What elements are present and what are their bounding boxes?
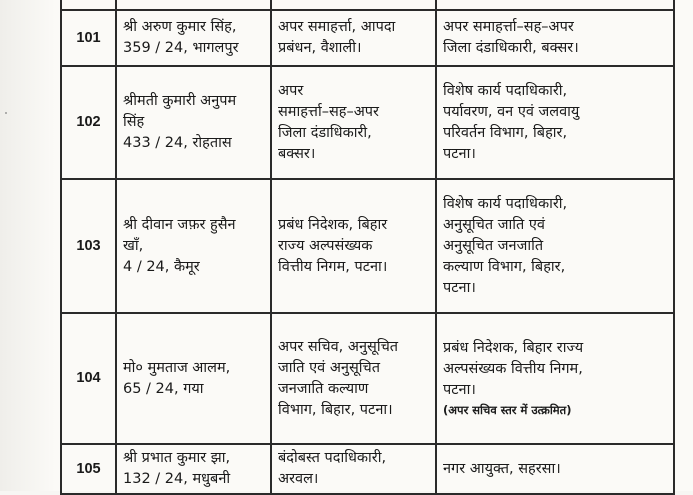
new-posting: विशेष कार्य पदाधिकारी, अनुसूचित जाति एवं अनुसूचित जनजाति कल्याण विभाग, बिहार, पटना।: [436, 179, 674, 313]
new-posting: [436, 313, 674, 444]
current-posting: अपर समाहर्त्ता, आपदा प्रबंधन, वैशाली।: [271, 10, 436, 66]
officer-name: [116, 0, 271, 10]
serial-number: 103: [61, 179, 116, 313]
officer-name: श्री प्रभात कुमार झा, 132 / 24, मधुबनी: [116, 444, 271, 494]
upgrade-note: (अपर सचिव स्तर में उत्क्रमित): [443, 403, 572, 417]
posting-table: [60, 0, 675, 495]
serial-number: 102: [61, 66, 116, 179]
serial-number: [61, 0, 116, 10]
new-posting: अपर समाहर्त्ता–सह–अपर जिला दंडाधिकारी, बक्सर।: [436, 10, 674, 66]
table-row: [61, 313, 674, 444]
new-posting: नगर आयुक्त, सहरसा।: [436, 444, 674, 494]
serial-number: 104: [61, 313, 116, 444]
new-posting: विशेष कार्य पदाधिकारी, पर्यावरण, वन एवं जलवायु परिवर्तन विभाग, बिहार, पटना।: [436, 66, 674, 179]
officer-name: श्री दीवान जफ़र हुसैन खाँ, 4 / 24, कैमूर: [116, 179, 271, 313]
table-row: [61, 179, 674, 313]
table-row: [61, 66, 674, 179]
table-row: [61, 10, 674, 66]
current-posting: अपर सचिव, अनुसूचित जाति एवं अनुसूचित जनजाति कल्याण विभाग, बिहार, पटना।: [271, 313, 436, 444]
current-posting: प्रबंध निदेशक, बिहार राज्य अल्पसंख्यक वित्तीय निगम, पटना।: [271, 179, 436, 313]
new-posting: [436, 0, 674, 10]
margin-speck: [5, 112, 7, 114]
current-posting: अपर समाहर्त्ता–सह–अपर जिला दंडाधिकारी, बक्सर।: [271, 66, 436, 179]
officer-name: श्री अरुण कुमार सिंह, 359 / 24, भागलपुर: [116, 10, 271, 66]
serial-number: 105: [61, 444, 116, 494]
new-posting-text: प्रबंध निदेशक, बिहार राज्य अल्पसंख्यक वित्तीय निगम, पटना।: [443, 340, 584, 398]
officer-name: मो० मुमताज आलम, 65 / 24, गया: [116, 313, 271, 444]
current-posting: बंदोबस्त पदाधिकारी, अरवल।: [271, 444, 436, 494]
serial-number: 101: [61, 10, 116, 66]
table-row: [61, 0, 674, 10]
current-posting: [271, 0, 436, 10]
officer-name: श्रीमती कुमारी अनुपम सिंह 433 / 24, रोहतास: [116, 66, 271, 179]
table-row: [61, 444, 674, 494]
